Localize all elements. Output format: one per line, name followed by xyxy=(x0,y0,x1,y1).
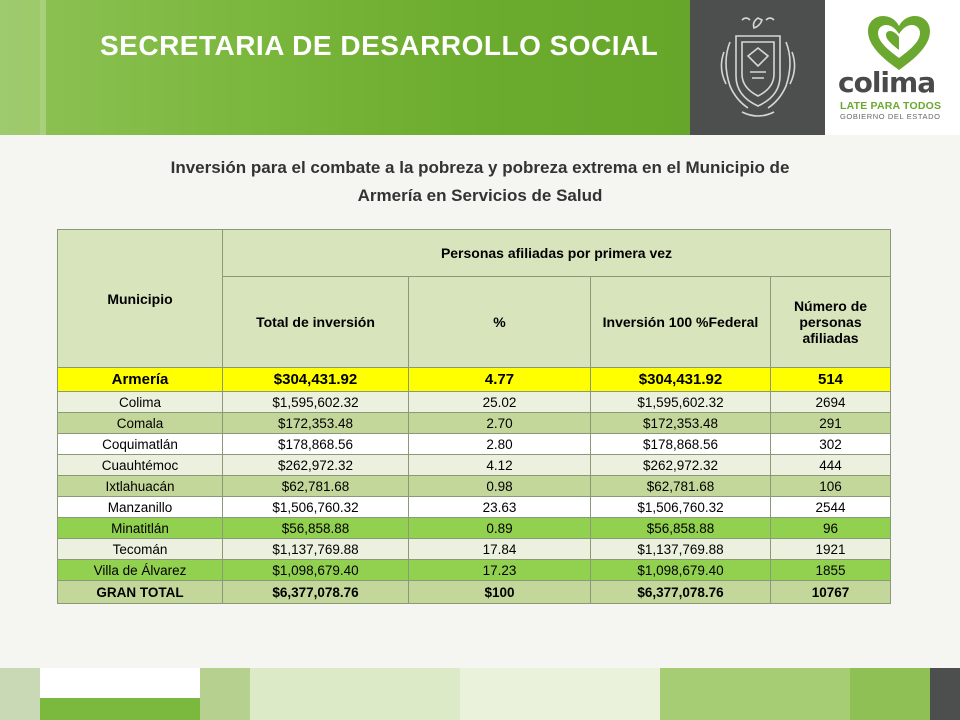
cell-municipio: Villa de Álvarez xyxy=(58,560,223,581)
subtitle-line-1: Inversión para el combate a la pobreza y pobreza extrema en el Municipio de xyxy=(170,158,790,177)
cell-federal: $1,595,602.32 xyxy=(591,392,771,413)
cell-personas: 302 xyxy=(771,434,891,455)
cell-pct: 25.02 xyxy=(409,392,591,413)
cell-federal: $1,506,760.32 xyxy=(591,497,771,518)
investment-table xyxy=(57,229,891,604)
footer-stripe xyxy=(660,668,850,720)
cell-personas: 291 xyxy=(771,413,891,434)
cell-municipio: Tecomán xyxy=(58,539,223,560)
cell-total: $1,595,602.32 xyxy=(223,392,409,413)
cell-federal: $62,781.68 xyxy=(591,476,771,497)
cell-personas: 444 xyxy=(771,455,891,476)
cell-federal: $172,353.48 xyxy=(591,413,771,434)
banner-green-panel xyxy=(0,0,690,135)
cell-municipio: GRAN TOTAL xyxy=(58,581,223,604)
table-row xyxy=(58,476,891,497)
table-total-row xyxy=(58,581,891,604)
cell-municipio: Minatitlán xyxy=(58,518,223,539)
header-inversion: Inversión 100 %Federal xyxy=(591,277,771,368)
document-subtitle xyxy=(40,154,920,210)
cell-personas: 96 xyxy=(771,518,891,539)
cell-total: $178,868.56 xyxy=(223,434,409,455)
cell-municipio: Colima xyxy=(58,392,223,413)
cell-municipio: Armería xyxy=(58,368,223,392)
cell-federal: $262,972.32 xyxy=(591,455,771,476)
header-banner xyxy=(0,0,960,135)
table-row xyxy=(58,413,891,434)
cell-municipio: Manzanillo xyxy=(58,497,223,518)
banner-stripe xyxy=(40,0,46,135)
footer-stripe xyxy=(40,698,200,720)
footer-stripe xyxy=(460,668,660,720)
cell-total: $6,377,078.76 xyxy=(223,581,409,604)
cell-pct: 17.84 xyxy=(409,539,591,560)
cell-personas: 106 xyxy=(771,476,891,497)
table-row xyxy=(58,455,891,476)
cell-federal: $6,377,078.76 xyxy=(591,581,771,604)
cell-total: $1,098,679.40 xyxy=(223,560,409,581)
logo-subtitle: GOBIERNO DEL ESTADO xyxy=(840,112,941,121)
cell-personas: 2544 xyxy=(771,497,891,518)
cell-pct: $100 xyxy=(409,581,591,604)
cell-municipio: Coquimatlán xyxy=(58,434,223,455)
cell-federal: $304,431.92 xyxy=(591,368,771,392)
cell-municipio: Ixtlahuacán xyxy=(58,476,223,497)
cell-total: $56,858.88 xyxy=(223,518,409,539)
table-row xyxy=(58,539,891,560)
cell-pct: 0.98 xyxy=(409,476,591,497)
logo-word: colima xyxy=(838,66,936,99)
table-row xyxy=(58,518,891,539)
header-total: Total de inversión xyxy=(223,277,409,368)
cell-personas: 1855 xyxy=(771,560,891,581)
cell-total: $262,972.32 xyxy=(223,455,409,476)
cell-federal: $56,858.88 xyxy=(591,518,771,539)
logo-tagline: LATE PARA TODOS xyxy=(840,100,942,112)
heart-logo-icon xyxy=(866,14,932,74)
cell-total: $1,506,760.32 xyxy=(223,497,409,518)
table-row xyxy=(58,434,891,455)
cell-pct: 2.80 xyxy=(409,434,591,455)
cell-federal: $1,137,769.88 xyxy=(591,539,771,560)
cell-total: $1,137,769.88 xyxy=(223,539,409,560)
cell-federal: $178,868.56 xyxy=(591,434,771,455)
table-row xyxy=(58,560,891,581)
cell-total: $172,353.48 xyxy=(223,413,409,434)
cell-total: $62,781.68 xyxy=(223,476,409,497)
banner-stripe-left xyxy=(0,0,40,135)
cell-pct: 4.77 xyxy=(409,368,591,392)
header-pct: % xyxy=(409,277,591,368)
footer-stripe xyxy=(250,668,460,720)
header-numero: Número de personas afiliadas xyxy=(771,277,891,368)
coat-of-arms-icon xyxy=(712,12,804,122)
table-row xyxy=(58,392,891,413)
colima-logo xyxy=(838,14,950,126)
cell-municipio: Comala xyxy=(58,413,223,434)
cell-pct: 23.63 xyxy=(409,497,591,518)
cell-personas: 514 xyxy=(771,368,891,392)
cell-pct: 4.12 xyxy=(409,455,591,476)
footer-stripe xyxy=(200,668,250,720)
footer-stripe xyxy=(0,668,40,720)
footer-stripe xyxy=(850,668,930,720)
header-group: Personas afiliadas por primera vez xyxy=(223,230,891,277)
footer-stripe xyxy=(930,668,960,720)
page-title: SECRETARIA DE DESARROLLO SOCIAL xyxy=(100,30,659,61)
header-municipio: Municipio xyxy=(58,230,223,368)
cell-personas: 2694 xyxy=(771,392,891,413)
table-row xyxy=(58,368,891,392)
cell-municipio: Cuauhtémoc xyxy=(58,455,223,476)
cell-personas: 10767 xyxy=(771,581,891,604)
table-row xyxy=(58,497,891,518)
cell-pct: 17.23 xyxy=(409,560,591,581)
cell-pct: 0.89 xyxy=(409,518,591,539)
cell-total: $304,431.92 xyxy=(223,368,409,392)
cell-federal: $1,098,679.40 xyxy=(591,560,771,581)
cell-personas: 1921 xyxy=(771,539,891,560)
cell-pct: 2.70 xyxy=(409,413,591,434)
subtitle-line-2: Armería en Servicios de Salud xyxy=(357,186,603,205)
